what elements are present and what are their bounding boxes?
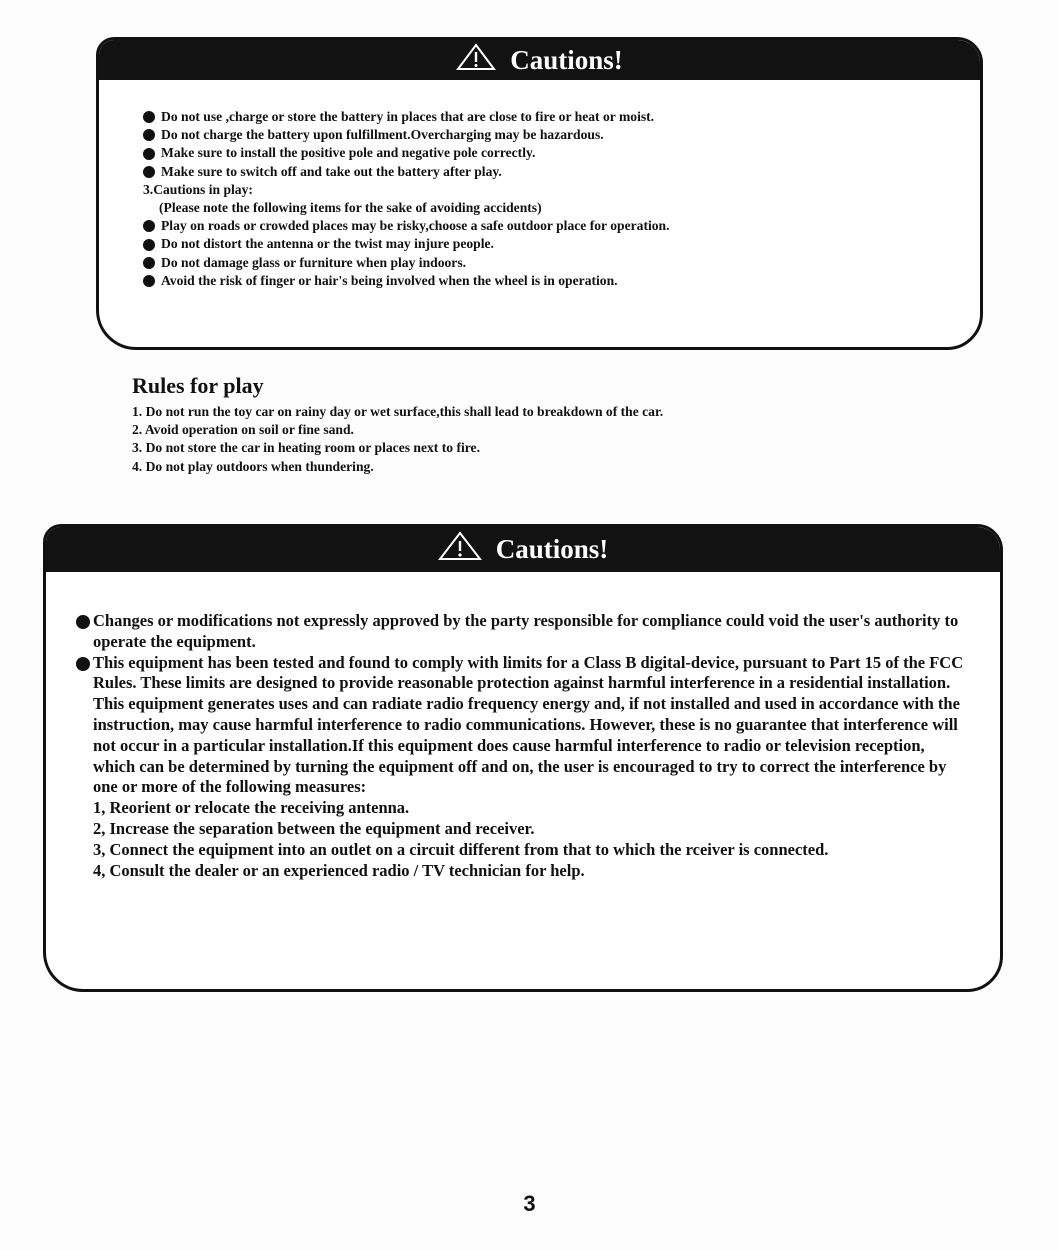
bullet-icon [143, 239, 155, 251]
bullet-icon [143, 166, 155, 178]
rules-for-play-section [132, 373, 663, 476]
bullet-icon [143, 111, 155, 123]
list-item: Make sure to install the positive pole and negative pole correctly. [143, 144, 980, 162]
warning-triangle-icon [438, 531, 482, 568]
bullet-icon [143, 220, 155, 232]
battery-bullet-list [143, 108, 980, 181]
list-item: Do not use ,charge or store the battery in places that are close to fire or heat or moist. [143, 108, 980, 126]
measures-list [76, 798, 970, 881]
list-item: Do not distort the antenna or the twist may injure people. [143, 235, 980, 253]
battery-cautions-box [96, 37, 983, 350]
fcc-compliance-statement: This equipment has been tested and found to comply with limits for a Class B digital-device, pursuant to Part 15 of the FCC Rules. These limits are designed to provide reasonable protection against harmful interference in a residential installation. This equipment generates uses and can radiate radio frequency energy and, if not installed and used in accordance with the instruction, may cause harmful interference to radio communications. However, these is no guarantee that interference will not occur in a particular installation.If this equipment does cause harmful interference to radio or television reception, which can be determined by turning the equipment off and on, the user is encouraged to try to correct the interference by one or more of the following measures: [76, 653, 970, 799]
list-item: 1, Reorient or relocate the receiving antenna. [93, 798, 410, 818]
rules-list [132, 403, 663, 476]
cautions-title: Cautions! [495, 534, 609, 564]
cautions-header [99, 40, 980, 80]
bullet-icon [76, 615, 90, 629]
list-item: Avoid the risk of finger or hair's being involved when the wheel is in operation. [143, 272, 980, 290]
list-item: 2. Avoid operation on soil or fine sand. [132, 422, 354, 438]
fcc-cautions-box [43, 524, 1003, 992]
list-item: Make sure to switch off and take out the battery after play. [143, 163, 980, 181]
bullet-icon [143, 129, 155, 141]
modification-warning: Changes or modifications not expressly approved by the party responsible for compliance could void the user's authority to operate the equipment. [76, 611, 970, 653]
section-note: (Please note the following items for the sake of avoiding accidents) [159, 200, 542, 216]
list-item: 1. Do not run the toy car on rainy day or wet surface,this shall lead to breakdown of the car. [132, 404, 664, 419]
list-item: Do not charge the battery upon fulfillment.Overcharging may be hazardous. [143, 126, 980, 144]
list-item: 3, Connect the equipment into an outlet on a circuit different from that to which the rceiver is connected. [93, 839, 829, 859]
page-number: 3 [523, 1191, 536, 1216]
list-item: Do not damage glass or furniture when play indoors. [143, 254, 980, 272]
list-item: 3. Do not store the car in heating room or places next to fire. [132, 440, 480, 456]
list-item: 2, Increase the separation between the equipment and receiver. [93, 818, 535, 838]
cautions-header [46, 527, 1000, 572]
bullet-icon [143, 148, 155, 160]
bullet-icon [143, 275, 155, 287]
list-item: 4, Consult the dealer or an experienced radio / TV technician for help. [93, 860, 585, 880]
rules-title: Rules for play [132, 373, 264, 398]
cautions-title: Cautions! [510, 44, 623, 75]
warning-triangle-icon [456, 43, 496, 78]
list-item: 4. Do not play outdoors when thundering. [132, 458, 374, 474]
bullet-icon [76, 657, 90, 671]
list-item: Play on roads or crowded places may be risky,choose a safe outdoor place for operation. [143, 217, 980, 235]
play-bullet-list [143, 217, 980, 290]
section-heading: 3.Cautions in play: [143, 181, 253, 197]
bullet-icon [143, 257, 155, 269]
